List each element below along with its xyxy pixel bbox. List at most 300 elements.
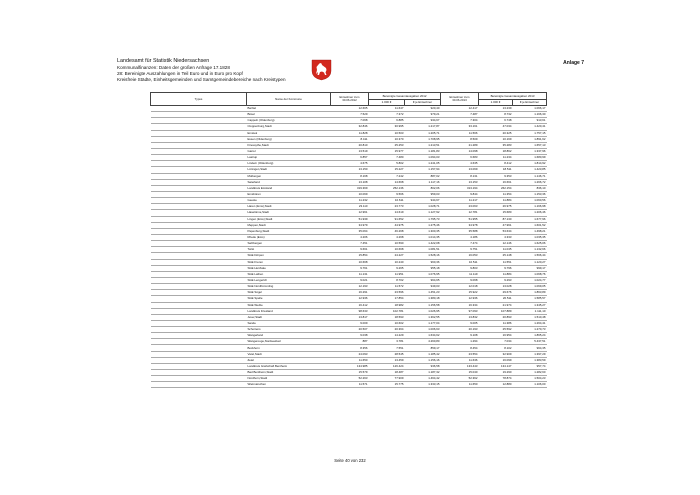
ausgaben-2013-cell: 11.884 [479,198,513,204]
einwohner-2013-cell: 9.068 [441,277,479,283]
name-cell: Haselünne,Stadt [247,210,331,216]
einwohner-2013-cell: 52.362 [441,376,479,382]
ausgaben-2013-cell: 21.974 [479,302,513,308]
ausgaben-2012-cell: 6.885 [369,118,405,124]
einwohner-2012-cell: 24.093 [331,351,369,357]
ausgaben-2012-cell: 14.619 [369,210,405,216]
perhead-2013-cell: 1.397,29 [513,351,547,357]
perhead-2013-cell: 1.625,06 [513,241,547,247]
einwohner-2012-cell: 12.936 [331,296,369,302]
einwohner-2012-cell: 16.291 [331,290,369,296]
perhead-2013-cell: 1.111,10 [513,308,547,314]
anlage-label: Anlage 7 [563,60,584,66]
perhead-2012-cell: 949,03 [405,284,441,290]
einwohner-2012-cell: 4.675 [331,161,369,167]
perhead-2012-cell: 1.157,94 [405,167,441,173]
perhead-2013-cell: 1.120,27 [513,259,547,265]
einwohner-2013-cell: 21.289 [441,142,479,148]
name-cell: SGE Sögel [247,290,331,296]
perhead-2012-cell: 959,03 [405,191,441,197]
perhead-2012-cell: 1.006,63 [405,327,441,333]
ausgaben-2013-cell: 13.239 [479,106,513,112]
perhead-2012-cell: 955,18 [405,265,441,271]
ausgaben-2013-cell: 11.234 [479,155,513,161]
einwohner-2013-cell: 15.040 [441,370,479,376]
ausgaben-2012-cell: 102.781 [369,308,405,314]
ausgaben-2012-cell: 3.781 [369,339,405,345]
perhead-2013-cell: 1.383,59 [513,357,547,363]
einwohner-2012-cell: 4.206 [331,234,369,240]
einwohner-2013-cell: 12.936 [441,296,479,302]
name-cell: Barßel [247,106,331,112]
einwohner-2013-cell: 8.509 [441,136,479,142]
header-perhead-2012: € je Einwohner [405,100,441,106]
ausgaben-2012-cell: 9.265 [369,265,405,271]
perhead-2013-cell: 1.757,15 [513,130,547,136]
einwohner-2013-cell: 16.053 [441,253,479,259]
ausgaben-2012-cell: 10.503 [369,130,405,136]
einwohner-2013-cell: 9.108 [441,333,479,339]
einwohner-2013-cell: 35.588 [441,228,479,234]
perhead-2012-cell: 1.205,71 [405,130,441,136]
einwohner-2013-cell: 9.803 [441,265,479,271]
name-cell: SGE Freren [247,259,331,265]
perhead-2013-cell: 1.345,27 [513,302,547,308]
einwohner-2012-cell: 9.009 [331,320,369,326]
ausgaben-2013-cell: 12.146 [479,241,513,247]
ausgaben-2013-cell: 20.511 [479,296,513,302]
ausgaben-2012-cell: 11.647 [369,106,405,112]
ausgaben-2012-cell: 15.977 [369,148,405,154]
ausgaben-2013-cell: 262.154 [479,185,513,191]
ausgaben-2012-cell: 11.572 [369,284,405,290]
name-cell: Molbergen [247,173,331,179]
perhead-2013-cell: 1.863,89 [513,290,547,296]
einwohner-2013-cell: 8.131 [441,173,479,179]
einwohner-2012-cell: 12.665 [331,106,369,112]
einwohner-2013-cell: 11.650 [441,382,479,388]
perhead-2012-cell: 1.213,51 [405,142,441,148]
ausgaben-2012-cell: 23.773 [369,204,405,210]
ausgaben-2012-cell: 13.459 [369,357,405,363]
name-cell: Bösel [247,112,331,118]
ausgaben-2013-cell: 53.634 [479,228,513,234]
header-einwohner-2012: Einwohner zum 30.06.2012 [331,93,369,106]
ausgaben-2012-cell: 28.545 [369,351,405,357]
perhead-2013-cell: 1.270,73 [513,327,547,333]
ausgaben-2012-cell: 18.487 [369,370,405,376]
einwohner-2012-cell: 16.412 [331,302,369,308]
ausgaben-2013-cell: 11.045 [479,247,513,253]
ausgaben-2013-cell: 47.961 [479,222,513,228]
ausgaben-2013-cell: 11.884 [479,271,513,277]
perhead-2013-cell: 1.814,92 [513,161,547,167]
name-cell: SGE Nordhümmling [247,284,331,290]
ausgaben-2013-cell: 9.293 [479,277,513,283]
einwohner-2012-cell: 8.168 [331,173,369,179]
perhead-2013-cell: 1.865,24 [513,333,547,339]
finance-table [150,92,547,388]
perhead-2012-cell: 1.094,03 [405,155,441,161]
name-cell: Cappeln (Oldenburg) [247,118,331,124]
name-cell: Essen (Oldenburg) [247,136,331,142]
ausgaben-2012-cell: 30.995 [369,124,405,130]
einwohner-2013-cell: 16.334 [441,302,479,308]
perhead-2013-cell: 1.069,05 [513,284,547,290]
perhead-2012-cell: 1.634,62 [405,333,441,339]
einwohner-2013-cell: 34.978 [441,222,479,228]
einwohner-2012-cell: 8.411 [331,136,369,142]
perhead-2012-cell: 960,36 [405,259,441,265]
einwohner-2013-cell: 14.098 [441,148,479,154]
table-row [151,382,547,388]
name-cell: Sande [247,320,331,326]
ausgaben-2012-cell: 91.652 [369,216,405,222]
coat-of-arms-horse-icon [311,59,332,81]
ausgaben-2012-cell: 17.854 [369,296,405,302]
perhead-2013-cell: 1.066,17 [513,106,547,112]
perhead-2013-cell: 1.337,96 [513,148,547,154]
einwohner-2013-cell: 11.636 [441,357,479,363]
perhead-2012-cell: 1.333,15 [405,382,441,388]
einwohner-2012-cell: 15.579 [331,370,369,376]
ausgaben-2013-cell: 13.028 [479,284,513,290]
ausgaben-2012-cell: 15.227 [369,167,405,173]
einwohner-2012-cell: 319.369 [331,185,369,191]
perhead-2013-cell: 1.132,66 [513,247,547,253]
perhead-2013-cell: 836,10 [513,185,547,191]
ausgaben-2012-cell: 18.593 [369,314,405,320]
einwohner-2012-cell: 11.232 [331,198,369,204]
ausgaben-2012-cell: 7.480 [369,155,405,161]
page-footer: Seite 40 von 232 [334,458,366,463]
perhead-2013-cell: 1.677,96 [513,216,547,222]
einwohner-2012-cell: 13.108 [331,179,369,185]
perhead-2012-cell: 1.117,16 [405,179,441,185]
ausgaben-2012-cell: 7.551 [369,345,405,351]
einwohner-2013-cell: 11.217 [441,198,479,204]
ausgaben-2013-cell: 15.680 [479,210,513,216]
einwohner-2013-cell: 7.487 [441,112,479,118]
perhead-2013-cell: 1.264,41 [513,320,547,326]
einwohner-2012-cell: 13.150 [331,167,369,173]
perhead-2012-cell: 1.028,71 [405,204,441,210]
ausgaben-2012-cell: 10.370 [369,136,405,142]
perhead-2012-cell: 859,17 [405,345,441,351]
perhead-2013-cell: 1.024,77 [513,277,547,283]
perhead-2013-cell: 1.166,30 [513,112,547,118]
ausgaben-2013-cell: 8.732 [479,112,513,118]
header-eur-2012: 1.000 € [369,100,405,106]
ausgaben-2013-cell: 8.412 [479,161,513,167]
ausgaben-2013-cell: 26.975 [479,204,513,210]
perhead-2013-cell: 1.266,72 [513,179,547,185]
einwohner-2012-cell: 10.668 [331,259,369,265]
einwohner-2012-cell: 13.519 [331,148,369,154]
header-line-3: Kreisfreie Städte, Einheitsgemeinden und Samtgemeindebereiche nach Kreistypen [117,77,286,83]
perhead-2013-cell: 1.601,52 [513,222,547,228]
perhead-2012-cell: 1.380,18 [405,296,441,302]
einwohner-2013-cell: 8.454 [441,345,479,351]
perhead-2013-cell: 1.680,99 [513,155,547,161]
einwohner-2012-cell: 9.761 [331,265,369,271]
ausgaben-2013-cell: 4.333 [479,234,513,240]
ausgaben-2013-cell: 8.102 [479,345,513,351]
einwohner-2013-cell: 9.844 [441,191,479,197]
ausgaben-2013-cell: 107.889 [479,308,513,314]
einwohner-2013-cell: 33.161 [441,124,479,130]
name-cell: Varel,Stadt [247,351,331,357]
name-cell: Geeste [247,198,331,204]
perhead-2013-cell: 5.437,51 [513,339,547,345]
perhead-2012-cell: 979,21 [405,112,441,118]
ausgaben-2013-cell: 78.874 [479,376,513,382]
ausgaben-2012-cell: 14.229 [369,333,405,339]
perhead-2012-cell: 1.014,35 [405,234,441,240]
einwohner-2012-cell: 134.985 [331,363,369,369]
name-cell: Cloppenburg,Stadt [247,124,331,130]
ausgaben-2013-cell: 6.748 [479,118,513,124]
ausgaben-2012-cell: 18.982 [369,302,405,308]
header-line-2: 28: Bereinigte Auszahlungen in Teil Euro und in Euro pro Kopf [117,71,243,77]
perhead-2012-cell: 1.422,08 [405,241,441,247]
ausgaben-2013-cell: 47.034 [479,124,513,130]
ausgaben-2013-cell: 16.661 [479,179,513,185]
perhead-2013-cell: 1.504,23 [513,376,547,382]
ausgaben-2013-cell: 11.386 [479,320,513,326]
einwohner-2012-cell: 9.038 [331,333,369,339]
ausgaben-2013-cell: 29.676 [479,290,513,296]
einwohner-2013-cell: 13.832 [441,314,479,320]
ausgaben-2012-cell: 5.802 [369,161,405,167]
name-cell: Rhede (Ems) [247,234,331,240]
org-name: Landesamt für Statistik Niedersachsen [117,58,210,64]
name-cell: Landkreis Grafschaft Bentheim [247,363,331,369]
perhead-2013-cell: 957,74 [513,363,547,369]
einwohner-2013-cell: 12.417 [441,106,479,112]
name-cell: Lindern (Oldenburg) [247,161,331,167]
perhead-2013-cell: 1.068,76 [513,271,547,277]
ausgaben-2013-cell: 32.909 [479,351,513,357]
einwohner-2012-cell: 23.110 [331,204,369,210]
ausgaben-2012-cell: 10.668 [369,247,405,253]
einwohner-2013-cell: 13.153 [441,179,479,185]
perhead-2012-cell: 964,65 [405,277,441,283]
einwohner-2012-cell: 9.021 [331,277,369,283]
perhead-2012-cell: 887,02 [405,173,441,179]
header-eur-2013: 1.000 € [479,100,513,106]
name-cell: Emsbüren [247,191,331,197]
perhead-2012-cell: 1.464,42 [405,376,441,382]
name-cell: Salzbergen [247,241,331,247]
einwohner-2013-cell: 313.194 [441,185,479,191]
ausgaben-2012-cell: 24.227 [369,253,405,259]
perhead-2013-cell: 913,61 [513,118,547,124]
ausgaben-2013-cell: 20.325 [479,130,513,136]
einwohner-2013-cell: 6.683 [441,155,479,161]
ausgaben-2012-cell: 25.253 [369,142,405,148]
ausgaben-2012-cell: 9.566 [369,191,405,197]
name-cell: Wangerooge,Nordseebad [247,339,331,345]
einwohner-2012-cell: 11.131 [331,271,369,277]
ausgaben-2012-cell: 44.975 [369,222,405,228]
name-cell: Meppen,Stadt [247,222,331,228]
perhead-2012-cell: 1.177,04 [405,320,441,326]
einwohner-2012-cell: 35.064 [331,228,369,234]
einwohner-2012-cell: 11.571 [331,382,369,388]
perhead-2012-cell: 920,40 [405,106,441,112]
name-cell: Zetel [247,357,331,363]
ausgaben-2013-cell: 25.592 [479,327,513,333]
ausgaben-2012-cell: 7.242 [369,173,405,179]
ausgaben-2013-cell: 18.511 [479,167,513,173]
einwohner-2012-cell: 8.356 [331,345,369,351]
perhead-2012-cell: 944,67 [405,198,441,204]
perhead-2013-cell: 1.657,13 [513,142,547,148]
name-cell: Wangerland [247,333,331,339]
name-cell: Papenburg,Stadt [247,228,331,234]
name-cell: Emstek [247,130,331,136]
perhead-2013-cell: 1.146,71 [513,173,547,179]
perhead-2012-cell: 1.185,42 [405,351,441,357]
einwohner-2012-cell: 7.068 [331,118,369,124]
einwohner-2013-cell: 4.186 [441,234,479,240]
perhead-2012-cell: 1.076,95 [405,271,441,277]
einwohner-2013-cell: 97.093 [441,308,479,314]
perhead-2012-cell: 1.241,05 [405,161,441,167]
header-perhead-2013: € je Einwohner [513,100,547,106]
name-cell: Bad Bentheim,Stadt [247,370,331,376]
perhead-2013-cell: 1.106,00 [513,382,547,388]
perhead-2012-cell: 1.795,73 [405,216,441,222]
name-cell: Jever,Stadt [247,314,331,320]
perhead-2012-cell: 1.081,51 [405,247,441,253]
perhead-2013-cell: 1.420,41 [513,124,547,130]
ausgaben-2012-cell: 7.372 [369,112,405,118]
perhead-2012-cell: 1.187,32 [405,370,441,376]
einwohner-2013-cell: 13.069 [441,167,479,173]
einwohner-2012-cell: 15.854 [331,253,369,259]
einwohner-2012-cell: 20.810 [331,142,369,148]
document-header [117,58,286,84]
einwohner-2013-cell: 1.294 [441,339,479,345]
ausgaben-2013-cell: 11.354 [479,191,513,197]
einwohner-2012-cell: 11.828 [331,130,369,136]
einwohner-2013-cell: 15.922 [441,290,479,296]
perhead-2012-cell: 934,67 [405,118,441,124]
einwohner-2013-cell: 11.566 [441,130,479,136]
einwohner-2013-cell: 51.955 [441,216,479,222]
einwohner-2012-cell: 13.817 [331,314,369,320]
perhead-2012-cell: 1.127,92 [405,210,441,216]
ausgaben-2013-cell: 25.148 [479,253,513,259]
ausgaben-2013-cell: 9.353 [479,173,513,179]
ausgaben-2013-cell: 20.893 [479,314,513,320]
name-cell: Saterland [247,179,331,185]
header-ausgaben-2013: Bereinigte Gesamtausgaben 2013 [479,93,547,100]
ausgaben-2012-cell: 23.596 [369,290,405,296]
perhead-2012-cell: 1.528,16 [405,253,441,259]
typus-cell [151,382,247,388]
perhead-2012-cell: 1.451,23 [405,290,441,296]
name-cell: Wietmarschen [247,382,331,388]
perhead-2013-cell: 1.035,35 [513,234,547,240]
ausgaben-2013-cell: 87.130 [479,216,513,222]
header-einwohner-2013: Einwohner zum 30.06.2013 [441,93,479,106]
einwohner-2013-cell: 7.304 [441,118,479,124]
perhead-2013-cell: 1.153,36 [513,191,547,197]
einwohner-2012-cell: 20.507 [331,327,369,333]
ausgaben-2012-cell: 20.364 [369,327,405,333]
ausgaben-2013-cell: 10.169 [479,136,513,142]
ausgaben-2012-cell: 4.268 [369,234,405,240]
ausgaben-2013-cell: 19.290 [479,370,513,376]
name-cell: Haren (Ems),Stadt [247,204,331,210]
perhead-2012-cell: 1.300,35 [405,228,441,234]
ausgaben-2012-cell: 15.775 [369,382,405,388]
perhead-2012-cell: 1.181,83 [405,148,441,154]
name-cell: Landkreis Friesland [247,308,331,314]
einwohner-2013-cell: 23.554 [441,351,479,357]
einwohner-2012-cell: 52.263 [331,376,369,382]
table-body [151,106,547,388]
einwohner-2012-cell: 12.193 [331,284,369,290]
einwohner-2012-cell: 9.661 [331,247,369,253]
einwohner-2013-cell: 23.063 [441,204,479,210]
ausgaben-2013-cell: 11.551 [479,259,513,265]
ausgaben-2012-cell: 252.136 [369,185,405,191]
einwohner-2012-cell: 34.979 [331,222,369,228]
header-line-1: Kommunalfinanzen: Daten der großen Anfrage 17.1828 [117,65,230,70]
name-cell: SGE Werlte [247,302,331,308]
name-cell: Schortens [247,327,331,333]
einwohner-2012-cell: 887 [331,339,369,345]
ausgaben-2012-cell: 77.909 [369,376,405,382]
perhead-2013-cell: 1.510,48 [513,314,547,320]
einwohner-2013-cell: 11.119 [441,271,479,277]
einwohner-2013-cell: 10.511 [441,259,479,265]
perhead-2012-cell: 4.260,80 [405,339,441,345]
perhead-2012-cell: 1.156,58 [405,302,441,308]
perhead-2012-cell: 936,58 [405,363,441,369]
name-cell: Twist [247,247,331,253]
einwohner-2013-cell: 12.018 [441,284,479,290]
perhead-2012-cell: 1.708,95 [405,136,441,142]
perhead-2012-cell: 1.156,16 [405,357,441,363]
perhead-2013-cell: 1.498,21 [513,228,547,234]
einwohner-2013-cell: 9.005 [441,320,479,326]
einwohner-2012-cell: 12.961 [331,210,369,216]
name-cell: Lingen (Ems),Stadt [247,216,331,222]
name-cell: SGE Dörpen [247,253,331,259]
ausgaben-2013-cell: 12.880 [479,382,513,388]
einwohner-2013-cell: 12.781 [441,210,479,216]
ausgaben-2012-cell: 11.951 [369,271,405,277]
ausgaben-2013-cell: 35.283 [479,142,513,148]
ausgaben-2013-cell: 18.862 [479,148,513,154]
name-cell: Lastrup [247,155,331,161]
name-cell: SGE Herzlake [247,265,331,271]
perhead-2013-cell: 1.060,56 [513,198,547,204]
ausgaben-2012-cell: 10.590 [369,241,405,247]
einwohner-2012-cell: 98.633 [331,308,369,314]
einwohner-2012-cell: 7.451 [331,241,369,247]
ausgaben-2012-cell: 10.240 [369,259,405,265]
ausgaben-2013-cell: 16.099 [479,357,513,363]
perhead-2013-cell: 1.423,85 [513,167,547,173]
perhead-2013-cell: 1.891,62 [513,136,547,142]
einwohner-2012-cell: 10.069 [331,191,369,197]
